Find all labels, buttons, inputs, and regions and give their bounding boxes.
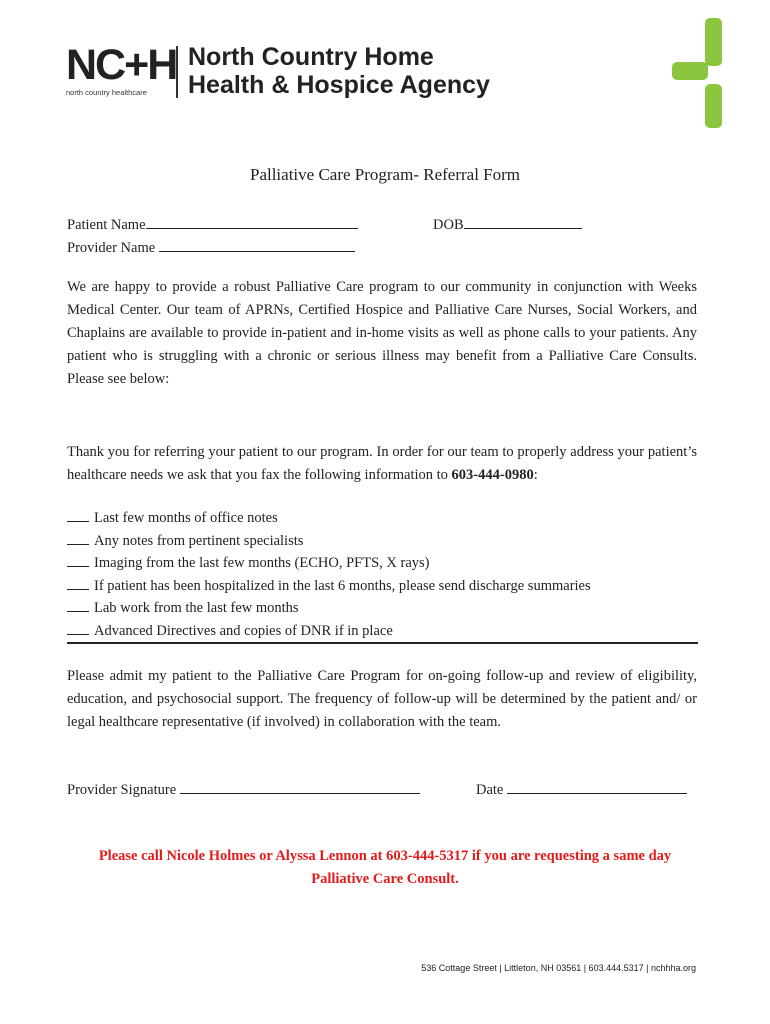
provider-name-field[interactable] xyxy=(67,238,355,257)
checklist-item[interactable]: Advanced Directives and copies of DNR if in place xyxy=(67,620,697,643)
patient-name-label: Patient Name xyxy=(67,217,146,233)
organization-name: North Country Home Health & Hospice Agency xyxy=(188,43,490,99)
date-label: Date xyxy=(476,782,504,798)
checklist-item[interactable]: Any notes from pertinent specialists xyxy=(67,530,697,553)
checklist-item[interactable]: If patient has been hospitalized in the last 6 months, please send discharge summaries xyxy=(67,575,697,598)
provider-name-blank[interactable] xyxy=(159,238,355,252)
patient-name-field[interactable] xyxy=(67,215,358,234)
provider-name-label: Provider Name xyxy=(67,240,156,256)
footer-contact: 536 Cottage Street | Littleton, NH 03561 | 603.444.5317 | nchhha.org xyxy=(421,963,696,973)
required-documents-checklist xyxy=(67,507,697,642)
date-blank[interactable] xyxy=(507,780,687,794)
intro-paragraph: We are happy to provide a robust Palliative Care program to our community in conjunction with Weeks Medical Center. Our team of APRNs, Certified Hospice and Palliative Care Nurses, Social Workers, and Chaplains are available to provide in-patient and in-home visits as well as phone calls to your patients. Any patient who is struggling with a chronic or serious illness may benefit from a Palliative Care Consults. Please see below: xyxy=(67,279,697,387)
provider-signature-field[interactable] xyxy=(67,780,420,799)
admit-paragraph: Please admit my patient to the Palliative Care Program for on-going follow-up and review of eligibility, education, and psychosocial support. The frequency of follow-up will be determined by the patient and/ or legal healthcare representative (if involved) in collaboration with the team. xyxy=(67,668,697,730)
dob-label: DOB xyxy=(433,217,464,233)
dob-field[interactable] xyxy=(433,215,582,234)
same-day-consult-notice: Please call Nicole Holmes or Alyssa Lennon at 603-444-5317 if you are requesting a same day Palliative Care Consult. xyxy=(98,848,672,887)
fax-number: 603-444-0980 xyxy=(451,467,534,483)
dob-blank[interactable] xyxy=(464,215,582,229)
provider-signature-label: Provider Signature xyxy=(67,782,177,798)
plus-icon xyxy=(672,18,732,128)
date-field[interactable] xyxy=(476,780,687,799)
checklist-item[interactable]: Last few months of office notes xyxy=(67,507,697,530)
form-title: Palliative Care Program- Referral Form xyxy=(249,165,521,184)
patient-name-blank[interactable] xyxy=(146,215,358,229)
logo-mark: NC+H xyxy=(66,41,177,89)
section-divider xyxy=(67,642,698,644)
logo-subtitle: north country healthcare xyxy=(66,88,147,97)
organization-logo xyxy=(66,42,526,102)
checklist-item[interactable]: Imaging from the last few months (ECHO, PFTS, X rays) xyxy=(67,552,697,575)
provider-signature-blank[interactable] xyxy=(180,780,420,794)
checklist-item[interactable]: Lab work from the last few months xyxy=(67,597,697,620)
logo-divider xyxy=(176,46,178,98)
fax-instructions-paragraph: Thank you for referring your patient to our program. In order for our team to properly address your patient’s healthcare needs we ask that you fax the following information to 603-444-0980: xyxy=(67,444,697,483)
